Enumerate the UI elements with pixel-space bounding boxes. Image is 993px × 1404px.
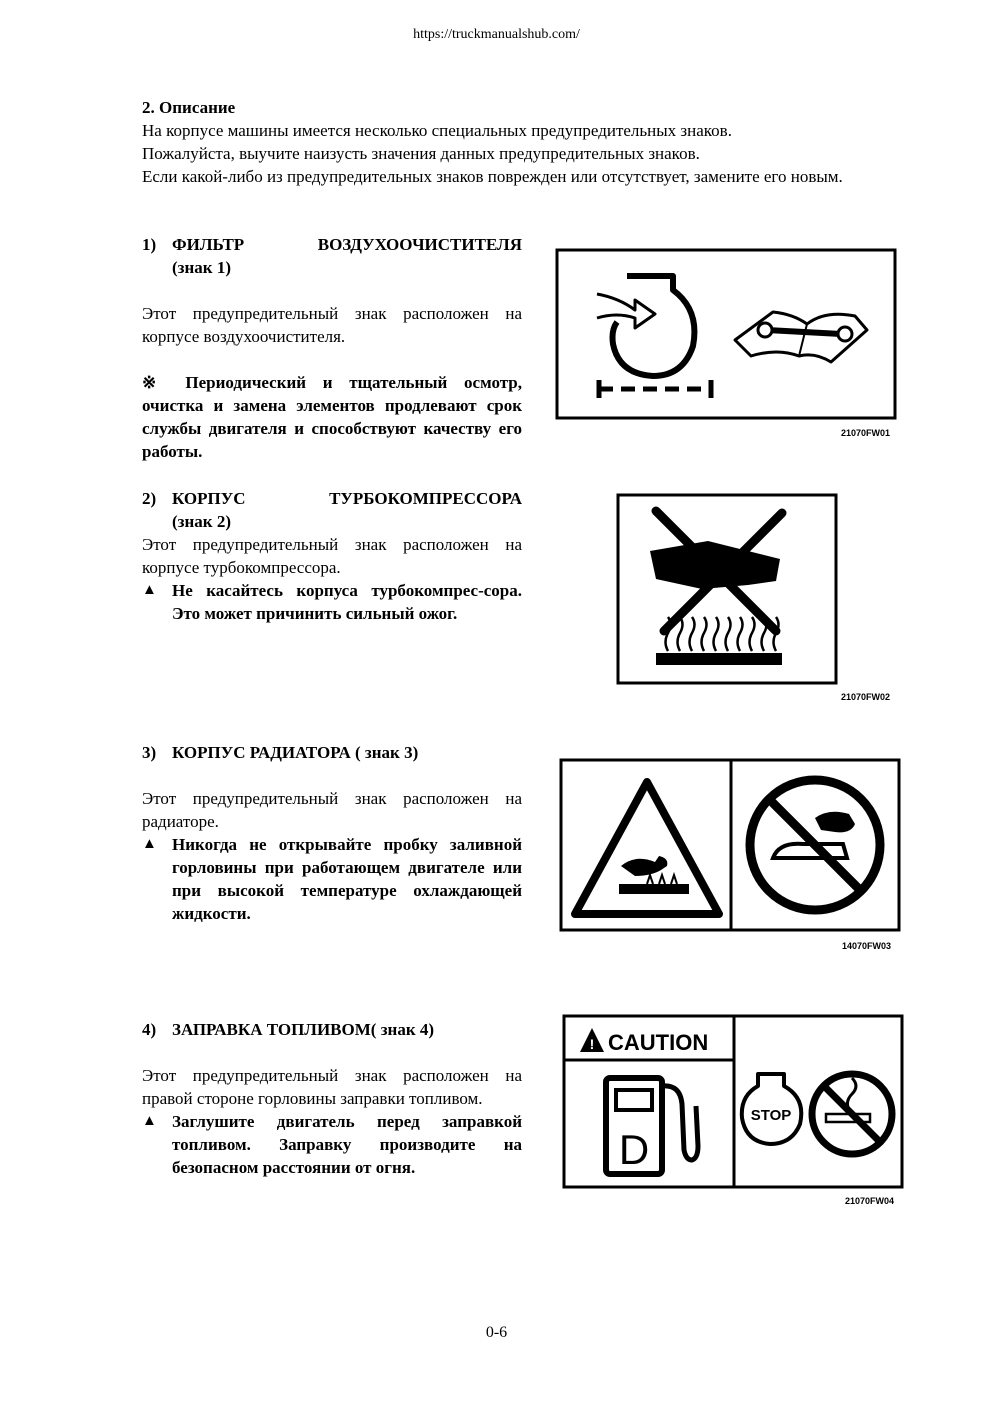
source-url: https://truckmanualshub.com/ [413, 27, 580, 42]
section-body: Этот предупредительный знак расположен на правой стороне горловины заправки топливом. [142, 1066, 522, 1108]
sign-radiator [559, 758, 901, 932]
section-radiator [142, 741, 522, 925]
intro-line: Пожалуйста, выучите наизусть значения данных предупредительных знаков. [142, 144, 700, 163]
image-caption: 14070FW03 [842, 941, 892, 951]
section-air-filter [142, 233, 522, 463]
section-body: Этот предупредительный знак расположен на радиаторе. [142, 789, 522, 831]
intro-line: На корпусе машины имеется несколько специальных предупредительных знаков. [142, 121, 732, 140]
section-note: ※ Периодический и тщательный осмотр, очистка и замена элементов продлевают срок службы двигателя и способствуют качеству его работы. [142, 373, 522, 461]
section-turbocharger [142, 487, 522, 625]
fuel-letter: D [618, 1126, 650, 1173]
section-refuel [142, 1018, 522, 1179]
section-subtitle: (знак 1) [172, 258, 231, 277]
intro-block [142, 96, 912, 188]
image-caption: 21070FW02 [841, 692, 891, 702]
intro-line: Если какой-либо из предупредительных знаков поврежден или отсутствует, замените его новым. [142, 167, 843, 186]
warning-note: ▲ Заглушите двигатель перед заправкой топливом. Заправку производите на безопасном расстоянии от огня. [142, 1112, 522, 1177]
section-body: Этот предупредительный знак расположен на корпусе воздухоочистителя. [142, 304, 522, 346]
image-caption: 21070FW04 [845, 1196, 895, 1206]
image-caption: 21070FW01 [841, 428, 891, 438]
svg-text:!: ! [589, 1036, 595, 1052]
section-title: 2) КОРПУС ТУРБОКОМПРЕССОРА [142, 489, 522, 508]
section-subtitle: (знак 2) [172, 512, 231, 531]
warning-note: ▲ Не касайтесь корпуса турбокомпрес-сора. Это может причинить сильный ожог. [142, 581, 522, 623]
section-body: Этот предупредительный знак расположен на корпусе турбокомпрессора. [142, 535, 522, 577]
section-heading: 2. Описание [142, 98, 236, 117]
sign-refuel [562, 1014, 904, 1189]
stop-label: STOP [750, 1107, 792, 1124]
warning-triangle-icon: ▲ [142, 582, 157, 598]
sign-turbocharger [616, 493, 838, 685]
page-number: 0-6 [485, 1324, 508, 1341]
section-title: 1) ФИЛЬТР ВОЗДУХООЧИСТИТЕЛЯ [142, 235, 522, 254]
warning-triangle-icon: ▲ [142, 836, 157, 852]
warning-note: ▲ Никогда не открывайте пробку заливной горловины при работающем двигателе или при высокой температуре охлаждающей жидкости. [142, 835, 522, 923]
sign-air-filter [555, 248, 897, 420]
warning-triangle-icon: ▲ [142, 1113, 157, 1129]
section-title: 3) КОРПУС РАДИАТОРА ( знак 3) [142, 743, 419, 762]
caution-label: CAUTION [608, 1030, 709, 1055]
section-title: 4) ЗАПРАВКА ТОПЛИВОМ( знак 4) [142, 1020, 435, 1039]
